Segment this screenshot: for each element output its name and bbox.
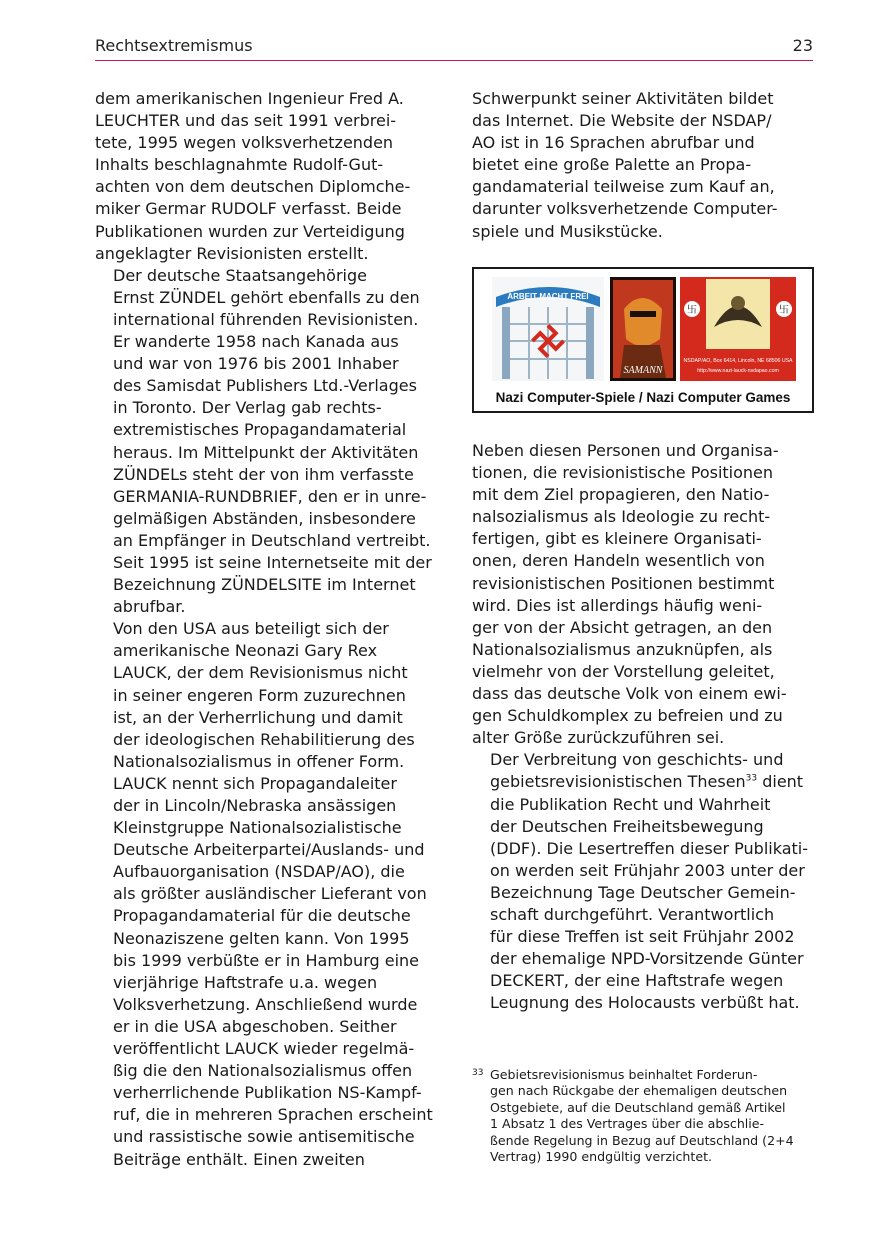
poster-text: SAMANN	[623, 365, 663, 376]
text-line: spiele und Musikstücke.	[472, 221, 663, 241]
text-line: vielmehr von der Vorstellung geleitet,	[472, 661, 775, 681]
text-line: an Empfänger in Deutschland vertreibt.	[113, 530, 431, 550]
paragraph-leuchter	[95, 88, 441, 265]
footnote-text	[490, 1067, 818, 1165]
text-line: tete, 1995 wegen volksverhetzenden	[95, 133, 394, 153]
text-line: Inhalts beschlagnahmte Rudolf-Gut-	[95, 155, 384, 175]
left-column	[95, 88, 441, 1171]
footnote-33	[472, 1067, 818, 1165]
text-line: der ehemalige NPD-Vorsitzende Günter	[490, 949, 804, 969]
poster-panel	[610, 277, 676, 381]
text-line: er in die USA abgeschoben. Seither	[113, 1016, 397, 1036]
text-line: das Internet. Die Website der NSDAP/	[472, 111, 772, 131]
text-line: amerikanische Neonazi Gary Rex	[113, 641, 378, 661]
text-line: mit dem Ziel propagieren, den Natio-	[472, 485, 770, 505]
text-line: der in Lincoln/Nebraska ansässigen	[113, 796, 397, 815]
svg-text:卐: 卐	[779, 305, 789, 316]
text-line: onen, deren Handeln wesentlich von	[472, 551, 765, 571]
text-line: die Publikation Recht und Wahrheit	[490, 794, 771, 814]
text-fragment: dient	[757, 772, 804, 792]
text-line: der Deutschen Freiheitsbewegung	[490, 816, 764, 836]
text-line: des Samisdat Publishers Ltd.-Verlages	[113, 376, 417, 396]
text-line: nalsozialismus als Ideologie zu recht-	[472, 507, 771, 527]
text-line-with-footnote	[472, 771, 818, 793]
text-line: Deutsche Arbeiterpartei/Auslands- und	[113, 840, 425, 860]
paragraph-ddf	[472, 749, 818, 1014]
text-line: gen Schuldkomplex zu befreien und zu	[472, 706, 783, 726]
text-line: ßende Regelung in Bezug auf Deutschland (2+4	[490, 1132, 794, 1148]
text-line: angeklagter Revisionisten erstellt.	[95, 243, 369, 263]
text-line: Von den USA aus beteiligt sich der	[113, 619, 389, 639]
flags-panel	[680, 277, 796, 381]
running-header	[95, 34, 813, 61]
paragraph-zuendel	[95, 265, 441, 619]
text-line: LAUCK nennt sich Propagandaleiter	[113, 773, 397, 793]
url-text: http://www.nazi-lauck-nsdapao.com	[697, 368, 779, 374]
text-line: als größter ausländischer Lieferant von	[113, 884, 427, 904]
text-line: LEUCHTER und das seit 1991 verbrei-	[95, 111, 397, 131]
text-line: für diese Treffen ist seit Frühjahr 2002	[490, 927, 795, 947]
text-line: der ideologischen Rehabilitierung des	[113, 729, 415, 749]
paragraph-website	[472, 88, 818, 243]
text-line: Aufbauorganisation (NSDAP/AO), die	[113, 862, 405, 882]
text-line: fertigen, gibt es kleinere Organisati-	[472, 529, 762, 549]
text-line: Seit 1995 ist seine Internetseite mit der	[113, 552, 432, 572]
paragraph-organisations	[472, 440, 818, 749]
text-line: Er wanderte 1958 nach Kanada aus	[113, 332, 399, 352]
svg-text:卐: 卐	[687, 305, 697, 316]
text-line: bis 1999 verbüßte er in Hamburg eine	[113, 950, 420, 970]
text-line: in seiner engeren Form zuzurechnen	[113, 685, 406, 705]
text-line: extremistisches Propagandamaterial	[113, 420, 407, 440]
text-line: LAUCK, der dem Revisionismus nicht	[113, 663, 408, 683]
text-line: ZÜNDELs steht der von ihm verfasste	[113, 464, 414, 484]
text-line: bietet eine große Palette an Propa-	[472, 155, 752, 175]
text-line: Neben diesen Personen und Organisa-	[472, 441, 779, 460]
text-line: Nationalsozialismus anzuknüpfen, als	[472, 639, 773, 659]
text-line: verherrlichende Publikation NS-Kampf-	[113, 1083, 422, 1103]
page-number: 23	[792, 36, 813, 55]
footnote-reference[interactable]: 33	[745, 774, 758, 785]
text-line: Vertrag) 1990 endgültig verzichtet.	[490, 1149, 713, 1165]
text-line: on werden seit Frühjahr 2003 unter der	[490, 860, 805, 880]
text-line: GERMANIA-RUNDBRIEF, den er in unre-	[113, 486, 427, 506]
text-line: und rassistische sowie antisemitische	[113, 1127, 415, 1147]
text-line: (DDF). Die Lesertreffen dieser Publikati-	[490, 838, 808, 858]
text-line: darunter volksverhetzende Computer-	[472, 199, 778, 219]
text-line: Schwerpunkt seiner Aktivitäten bildet	[472, 89, 774, 108]
paragraph-lauck	[95, 618, 441, 1170]
figure-image	[474, 269, 812, 387]
text-line: dass das deutsche Volk von einem ewi-	[472, 684, 787, 704]
text-line: Volksverhetzung. Anschließend wurde	[113, 994, 418, 1014]
right-column-top	[472, 88, 818, 243]
text-line: AO ist in 16 Sprachen abrufbar und	[472, 133, 755, 153]
header-title: Rechtsextremismus	[95, 36, 253, 55]
text-line: tionen, die revisionistische Positionen	[472, 463, 774, 483]
text-line: Bezeichnung ZÜNDELSITE im Internet	[113, 575, 416, 595]
text-line: alter Größe zurückzuführen sei.	[472, 728, 725, 748]
text-line: in Toronto. Der Verlag gab rechts-	[113, 398, 382, 418]
text-line: abrufbar.	[113, 597, 186, 617]
text-line: Propagandamaterial für die deutsche	[113, 906, 411, 926]
text-line: Ernst ZÜNDEL gehört ebenfalls zu den	[113, 287, 420, 307]
text-line: revisionistischen Positionen bestimmt	[472, 573, 775, 593]
text-line: ßig die den Nationalsozialismus offen	[113, 1061, 413, 1081]
text-line: vierjährige Haftstrafe u.a. wegen	[113, 972, 378, 992]
text-line: ger von der Absicht getragen, an den	[472, 617, 773, 637]
footnote-number: 33	[472, 1068, 484, 1078]
text-line: achten von dem deutschen Diplomche-	[95, 177, 411, 197]
text-line: Kleinstgruppe Nationalsozialistische	[113, 818, 402, 838]
text-line: international führenden Revisionisten.	[113, 309, 419, 329]
text-line: gen nach Rückgabe der ehemaligen deutschen	[490, 1083, 788, 1099]
right-column-bottom	[472, 440, 818, 1014]
text-line: veröffentlicht LAUCK wieder regelmä-	[113, 1039, 415, 1059]
text-line: 1 Absatz 1 des Vertrages über die abschlie-	[490, 1116, 765, 1132]
text-fragment: gebietsrevisionistischen Thesen	[490, 772, 746, 792]
text-line: und war von 1976 bis 2001 Inhaber	[113, 354, 399, 374]
text-line: Der Verbreitung von geschichts- und	[490, 750, 784, 770]
text-line: heraus. Im Mittelpunkt der Aktivitäten	[113, 442, 419, 462]
text-line: Leugnung des Holocausts verbüßt hat.	[490, 993, 800, 1013]
text-line: Gebietsrevisionismus beinhaltet Forderun-	[490, 1067, 758, 1082]
text-line: gelmäßigen Abständen, insbesondere	[113, 508, 416, 528]
text-line: miker Germar RUDOLF verfasst. Beide	[95, 199, 402, 219]
gate-panel	[492, 277, 604, 381]
text-line: gandamaterial teilweise zum Kauf an,	[472, 177, 775, 197]
text-line: schaft durchgeführt. Verantwortlich	[490, 904, 775, 924]
text-line: ruf, die in mehreren Sprachen erscheint	[113, 1105, 433, 1125]
gate-sign-text: ARBEIT MACHT FREI	[507, 292, 589, 301]
text-line: Bezeichnung Tage Deutscher Gemein-	[490, 882, 796, 902]
text-line: dem amerikanischen Ingenieur Fred A.	[95, 89, 404, 108]
text-line: wird. Dies ist allerdings häufig weni-	[472, 595, 763, 615]
text-line: Publikationen wurden zur Verteidigung	[95, 221, 405, 241]
figure-computer-games	[472, 267, 814, 413]
figure-caption: Nazi Computer-Spiele / Nazi Computer Games	[495, 390, 791, 405]
text-line: Beiträge enthält. Einen zweiten	[113, 1149, 365, 1169]
text-line: Der deutsche Staatsangehörige	[113, 265, 367, 285]
text-line: Nationalsozialismus in offener Form.	[113, 751, 405, 771]
text-line: Neonaziszene gelten kann. Von 1995	[113, 928, 410, 948]
text-line: Ostgebiete, auf die Deutschland gemäß Artikel	[490, 1099, 786, 1115]
text-line: DECKERT, der eine Haftstrafe wegen	[490, 971, 784, 991]
address-text: NSDAP/AO, Box 6414, Lincoln, NE 68506 USA	[683, 358, 793, 364]
text-line: ist, an der Verherrlichung und damit	[113, 707, 403, 727]
